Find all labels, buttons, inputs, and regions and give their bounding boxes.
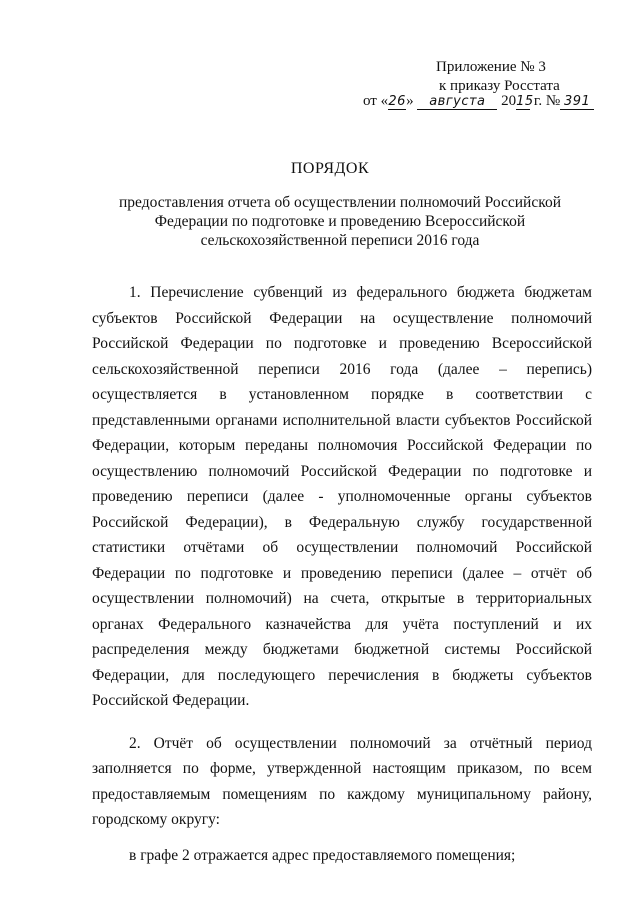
- paragraph-2: 2. Отчёт об осуществлении полномочий за отчётный период заполняется по форме, утвержденной настоящим приказом, по всем предоставляемым помещениям по каждому муниципальному району, городскому округу:: [92, 734, 592, 828]
- order-date-line: [363, 93, 594, 110]
- document-subtitle: предоставления отчета об осуществлении полномочий Российской Федерации по подготовке и проведению Всероссийской сельскохозяйственной переписи 2016 года: [118, 194, 562, 249]
- date-month: августа: [417, 95, 497, 110]
- date-mid: »: [406, 93, 414, 109]
- paragraph-1: 1. Перечисление субвенций из федерального бюджета бюджетам субъектов Российской Федерации на осуществление полномочий Российской Федерации по подготовке и проведению Всероссийской сельскохозяйственной переписи 2016 года (далее – перепись) осуществляется в установленном порядке в соответствии с представленными органами исполнительной власти субъектов Российской Федерации, которым переданы полномочия Российской Федерации по осуществлению полномочий Российской Федерации по подготовке и проведению переписи (далее - уполномоченные органы субъектов Российской Федерации), в Федеральную службу государственной статистики отчётами об осуществлении полномочий Российской Федерации по подготовке и проведению переписи (далее – отчёт об осуществлении полномочий) на счета, открытые в территориальных органах Федерального казначейства для учёта поступлений и их распределения между бюджетами бюджетной системы Российской Федерации, для последующего перечисления в бюджеты субъектов Российской Федерации.: [92, 284, 592, 709]
- paragraph-3: в графе 2 отражается адрес предоставляемого помещения;: [129, 846, 516, 864]
- document-body: [92, 280, 592, 868]
- appendix-label: Приложение № 3: [436, 59, 546, 75]
- date-day: 26: [388, 94, 406, 109]
- date-year-suffix: 15: [516, 94, 534, 109]
- date-prefix: от «: [363, 93, 389, 109]
- document-title: ПОРЯДОК: [290, 160, 370, 177]
- date-year-tail: г. №: [530, 93, 561, 109]
- order-number: 391: [560, 95, 594, 110]
- order-reference: к приказу Росстата: [439, 78, 560, 94]
- date-year-prefix: 20: [501, 93, 517, 109]
- appendix-header: [436, 58, 560, 96]
